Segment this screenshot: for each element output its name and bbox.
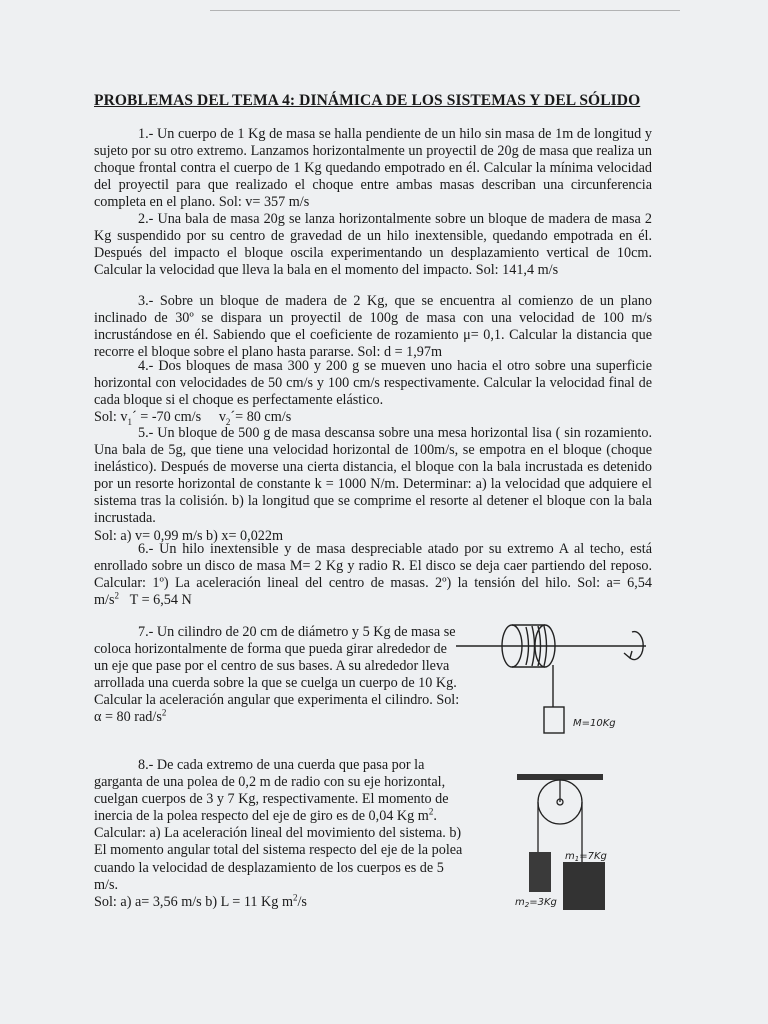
- problem-7: [94, 624, 464, 727]
- pulley-diagram: [505, 770, 615, 915]
- problem-3: [94, 293, 652, 361]
- problem-3-text: 3.- Sobre un bloque de madera de 2 Kg, que se encuentra al comienzo de un plano inclinado de 30º se dispara un proyectil de 100g de masa con una velocidad de 100 m/s incrustándose en él. Sabiendo que el coeficiente de rozamiento μ= 0,1. Calcular la distancia que recorre el bloque sobre el plano hasta pararse.: [94, 293, 652, 361]
- mass-3kg-label: $m_2=3Kg$: [515, 897, 557, 909]
- problem-5: [94, 425, 652, 545]
- problem-1-text: 1.- Un cuerpo de 1 Kg de masa se halla pendiente de un hilo sin masa de 1m de longitud y sujeto por su otro extremo. Lanzamos horizontalmente un proyectil de 20g de masa que realiza un choque frontal contra el cuerpo de 1 Kg quedando empotrado en él. Calcular la mínima velocidad del proyectil para que realizado el choque entre ambas masas describan una circunferencia completa en el plano.: [94, 126, 652, 211]
- problem-8-text: 8.- De cada extremo de una cuerda que pasa por la garganta de una polea de 0,2 m de radio con su eje horizontal, cuelgan cuerpos de 3 y 7 Kg, respectivamente. El momento de inercia de la polea respecto del eje de giro es de 0,04 Kg $m^2$. Calcular: a) La aceleración lineal del movimiento del sistema. b) El momento angular total del sistema respecto del eje de la polea cuando la velocidad de desplazamiento de los cuerpos es de 5 m/s.: [94, 757, 463, 893]
- ceiling-support: [517, 774, 603, 780]
- problem-2-solution: Sol: 141,4 m/s: [475, 262, 559, 279]
- problem-1-solution: Sol: v= 357 m/s: [218, 194, 310, 211]
- problem-7-solution: Sol: α = 80 rad/$s^2$: [94, 692, 460, 726]
- problem-5-solution: Sol: a) v= 0,99 m/s b) x= 0,022m: [94, 527, 284, 544]
- cylinder-diagram: [456, 610, 668, 740]
- hanging-mass: [544, 707, 564, 733]
- mass-7kg-label: $m_1=7Kg$: [565, 851, 607, 863]
- problem-4: [94, 358, 652, 426]
- problem-2-text: 2.- Una bala de masa 20g se lanza horizontalmente sobre un bloque de madera de masa 2 Kg suspendido por su centro de gravedad de un hilo inextensible, quedando empotrada en él. Después del impacto el bloque oscila experimentando un desplazamiento vertical de 10cm. Calcular la velocidad que lleva la bala en el momento del impacto.: [94, 211, 652, 279]
- problem-8: [94, 757, 464, 911]
- page-title: PROBLEMAS DEL TEMA 4: DINÁMICA DE LOS SISTEMAS Y DEL SÓLIDO: [94, 92, 641, 109]
- scan-artifact-line: [210, 10, 680, 11]
- mass-label: M=10Kg: [573, 718, 616, 729]
- problem-8-solution: Sol: a) a= 3,56 m/s b) L = 11 Kg $m^2/s$: [94, 892, 307, 910]
- problem-4-text: 4.- Dos bloques de masa 300 y 200 g se mueven uno hacia el otro sobre una superficie horizontal con velocidades de 50 cm/s y 100 cm/s respectivamente. Calcular la velocidad final de cada bloque si el choque es perfectamente elástico.: [94, 358, 652, 409]
- problem-7-text: 7.- Un cilindro de 20 cm de diámetro y 5 Kg de masa se coloca horizontalmente de forma que pueda girar alrededor de un eje que pase por el centro de sus bases. A su alrededor lleva arrollada una cuerda sobre la que se cuelga un cuerpo de 10 Kg. Calcular la aceleración angular que experimenta el cilindro.: [94, 624, 457, 709]
- problem-3-solution: Sol: d = 1,97m: [357, 344, 442, 361]
- problem-2: [94, 211, 652, 279]
- problem-4-solution: Sol: $v_1´ = -70$ cm/s $v_2´= 80$ cm/s: [94, 409, 292, 428]
- mass-3kg-block: [529, 852, 551, 892]
- problem-6-text: 6.- Un hilo inextensible y de masa despreciable atado por su extremo A al techo, está enrollado sobre un disco de masa M= 2 Kg y radio R. El disco se deja caer partiendo del reposo. Calcular: 1º) La aceleración lineal del centro de masas. 2º) la tensión del hilo.: [94, 541, 652, 592]
- problem-1: [94, 126, 652, 211]
- problem-6: [94, 541, 652, 609]
- problem-6-solution: Sol: a= 6,54 $m/s^2$ T = 6,54 N: [94, 575, 652, 609]
- mass-7kg-block: [563, 862, 605, 910]
- problem-5-text: 5.- Un bloque de 500 g de masa descansa sobre una mesa horizontal lisa ( sin rozamiento. Una bala de 5g, que tiene una velocidad horizontal de 100m/s, se empotra en el bloque (choque inelástico). Después de moverse una cierta distancia, el bloque con la bala incrustada es detenido por un resorte horizontal de constante k = 1000 N/m. Determinar: a) la velocidad que adquiere el sistema tras la colisión. b) la longitud que se comprime el resorte al detener el bloque con la bala incrustada.: [94, 425, 652, 527]
